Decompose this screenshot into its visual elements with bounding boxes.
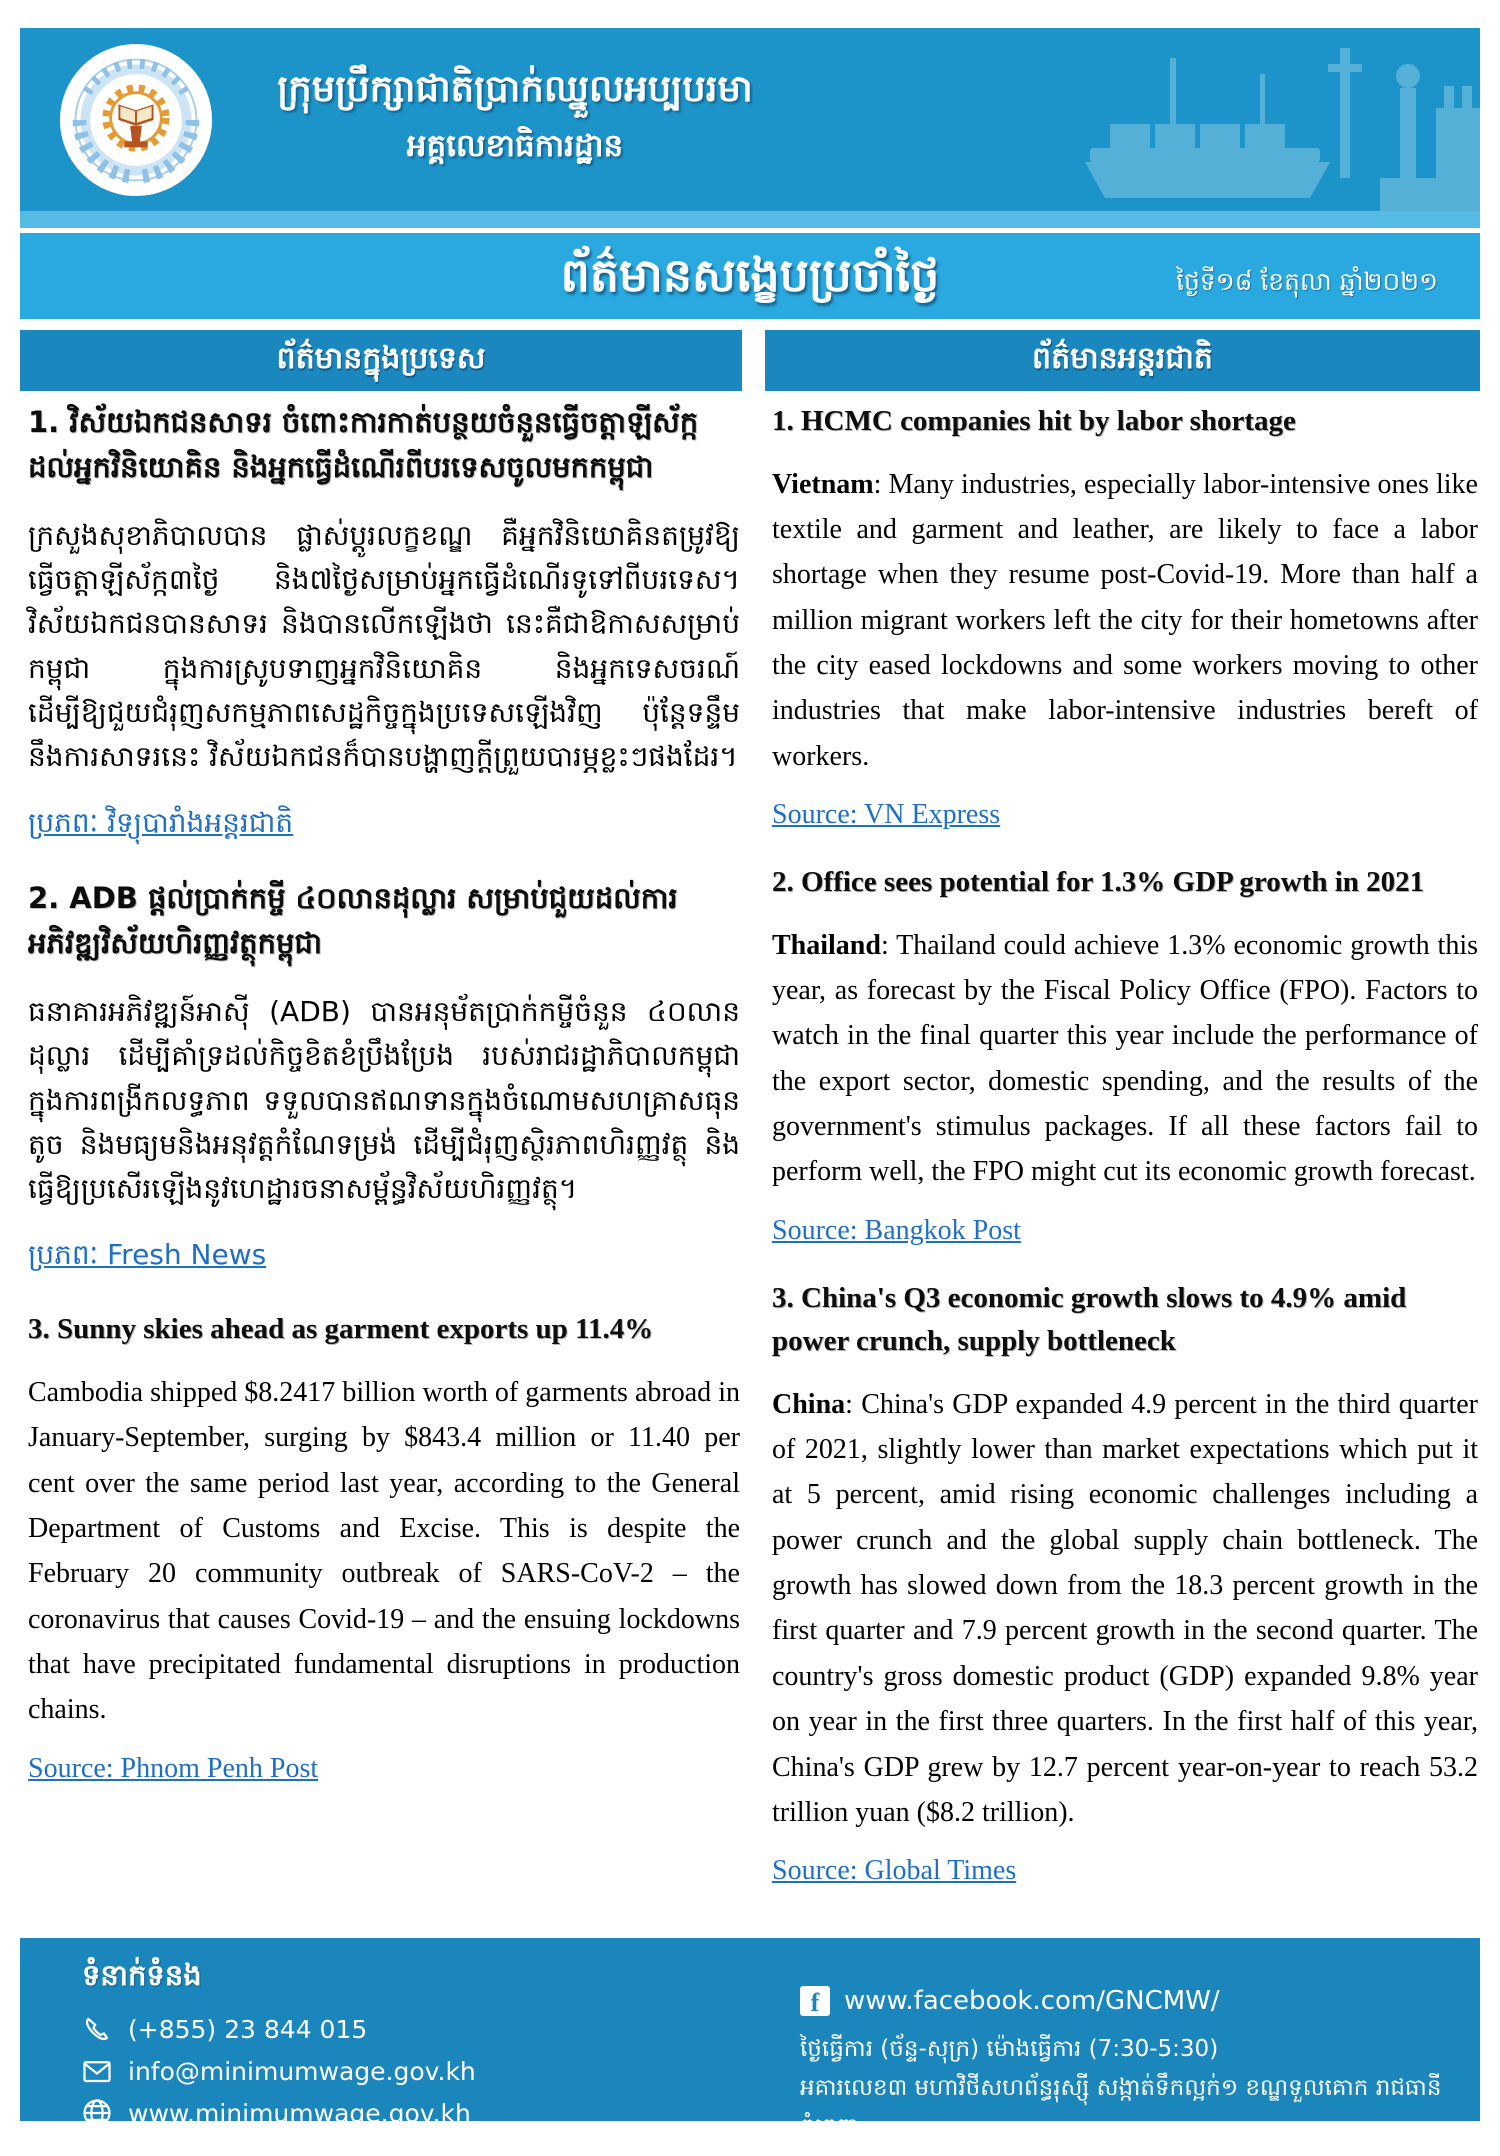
source-link[interactable]: Source: Phnom Penh Post bbox=[28, 1752, 319, 1784]
article-title: 2. ADB ផ្តល់ប្រាក់កម្ចី ៤០លានដុល្លារ សម្រាប់ជួយដល់ការអភិវឌ្ឍវិស័យហិរញ្ញវត្ថុកម្ពុជា bbox=[28, 881, 678, 961]
org-name-line1: ក្រុមប្រឹក្សាជាតិប្រាក់ឈ្នួលអប្បបរមា bbox=[277, 67, 753, 110]
domestic-column bbox=[28, 400, 740, 1815]
article-body: Cambodia shipped $8.2417 billion worth of garments abroad in January-September, surging by $843.4 million or 11.40 per cent over the same period last year, according to the General Department of Customs and Excise. This is despite the February 20 community outbreak of SARS-CoV-2 – the coronavirus that causes Covid-19 – and the ensuing lockdowns that have precipitated fundamental disruptions in production chains. bbox=[28, 1376, 740, 1726]
source-link[interactable]: Source: VN Express bbox=[772, 799, 1001, 831]
section-header-international: ព័ត៌មានអន្តរជាតិ bbox=[765, 330, 1480, 391]
source-link[interactable]: Source: Bangkok Post bbox=[772, 1214, 1021, 1246]
article-body: Vietnam: Many industries, especially labor-intensive ones like textile and garment and leather, are likely to face a labor shortage when they resume post-Covid-19. More than half a million migrant workers left the city for their hometowns after the city eased lockdowns and some workers moving to other industries that make labor-intensive industries bereft of workers. bbox=[772, 468, 1478, 772]
source-link[interactable]: ប្រភពៈ Fresh News bbox=[28, 1238, 267, 1272]
international-column bbox=[772, 400, 1478, 1917]
facebook-url[interactable]: www.facebook.com/GNCMW/ bbox=[844, 1986, 1220, 2016]
website-row bbox=[82, 2098, 722, 2128]
header bbox=[20, 28, 1480, 211]
article-title: 3. China's Q3 economic growth slows to 4.9% amid power crunch, supply bottleneck bbox=[772, 1281, 1407, 1358]
office-address: អគារលេខ៣ មហាវិថីសហព័ន្ធរុស្ស៊ី សង្កាត់ទឹកល្អក់១ ខណ្ឌទួលគោក រាជធានីភ្នំពេញ bbox=[800, 2075, 1442, 2141]
source-link[interactable]: ប្រភពៈ វិទ្យុបារាំងអន្តរជាតិ bbox=[28, 806, 294, 840]
footer-contact bbox=[82, 1958, 722, 2140]
issue-date: ថ្ងៃទី១៨ ខែតុលា ឆ្នាំ២០២១ bbox=[1176, 267, 1438, 296]
article-body: Thailand: Thailand could achieve 1.3% economic growth this year, as forecast by the Fiscal Policy Office (FPO). Factors to watch in the final quarter this year include the performance of the export sector, domestic spending, and the results of the government's stimulus packages. If all these factors fail to perform well, the FPO might cut its economic growth forecast. bbox=[772, 929, 1478, 1188]
phone-icon bbox=[82, 2014, 112, 2044]
article-body: ក្រសួងសុខាភិបាលបាន ផ្លាស់ប្តូរលក្ខខណ្ឌ គឺអ្នកវិនិយោគិនតម្រូវឱ្យធ្វើចត្តាឡីស័ក្ក៣ថ្ងៃ និង៧ថ្ងៃសម្រាប់អ្នកធ្វើដំណើរទូទៅពីបរទេស។ វិស័យឯកជនបានសាទរ និងបានលើកឡើងថា នេះគឺជាឱកាសសម្រាប់កម្ពុជា ក្នុងការស្រូបទាញអ្នកវិនិយោគិន និងអ្នកទេសចរណ៍ ដើម្បីឱ្យជួយជំរុញសកម្មភាពសេដ្ឋកិច្ចក្នុងប្រទេសឡើងវិញ ប៉ុន្តែទន្ទឹមនឹងការសាទរនេះ វិស័យឯកជនក៏បានបង្ហាញក្តីព្រួយបារម្ភខ្លះៗផងដែរ។ bbox=[28, 518, 740, 774]
header-accent-strip bbox=[20, 211, 1480, 228]
article-title: 2. Office sees potential for 1.3% GDP growth in 2021 bbox=[772, 866, 1425, 899]
section-header-domestic: ព័ត៌មានក្នុងប្រទេស bbox=[20, 330, 742, 391]
org-name-line2: អគ្គលេខាធិការដ្ឋាន bbox=[406, 128, 624, 164]
footer bbox=[20, 1938, 1480, 2141]
article-title: 3. Sunny skies ahead as garment exports up 11.4% bbox=[28, 1313, 654, 1346]
source-link[interactable]: Source: Global Times bbox=[772, 1855, 1017, 1887]
country-lead: China bbox=[772, 1388, 846, 1420]
article-body: ធនាគារអភិវឌ្ឍន៍អាស៊ី (ADB) បានអនុម័តប្រាក់កម្ចីចំនួន ៤០លានដុល្លារ ដើម្បីគាំទ្រដល់កិច្ចខិតខំប្រឹងប្រែង របស់រាជរដ្ឋាភិបាលកម្ពុជា ក្នុងការពង្រីកលទ្ធភាព ទទួលបានឥណទានក្នុងចំណោមសហគ្រាសធុនតូច និងមធ្យមនិងអនុវត្តកំណែទម្រង់ ដើម្បីជំរុញស្ថិរភាពហិរញ្ញវត្ថុ និងធ្វើឱ្យប្រសើរឡើងនូវហេដ្ឋារចនាសម្ព័ន្ធវិស័យហិរញ្ញវត្ថុ។ bbox=[28, 995, 740, 1206]
phone-number: (+855) 23 844 015 bbox=[128, 2014, 368, 2044]
header-watermark-art bbox=[840, 28, 1480, 211]
organization-name bbox=[235, 58, 795, 172]
email-icon bbox=[82, 2056, 112, 2086]
contact-heading: ទំនាក់ទំនង bbox=[82, 1958, 202, 1992]
email-address[interactable]: info@minimumwage.gov.kh bbox=[128, 2056, 476, 2086]
facebook-icon: f bbox=[800, 1986, 830, 2016]
working-hours: ថ្ងៃធ្វើការ (ច័ន្ទ-សុក្រ) ម៉ោងធ្វើការ (7:30-5:30) bbox=[800, 2036, 1219, 2062]
title-banner bbox=[20, 233, 1480, 319]
organization-logo bbox=[58, 42, 214, 198]
facebook-row bbox=[800, 1986, 1460, 2016]
article-body: China: China's GDP expanded 4.9 percent in the third quarter of 2021, slightly lower than market expectations which put it at 5 percent, amid rising economic challenges including a power crunch and the global supply chain bottleneck. The growth has slowed down from the 18.3 percent growth in the first quarter and 7.9 percent growth in the second quarter. The country's gross domestic product (GDP) expanded 9.8% year on year in the first three quarters. In the first half of this year, China's GDP grew by 12.7 percent year-on-year to reach 53.2 trillion yuan ($8.2 trillion). bbox=[772, 1388, 1478, 1828]
article-title: 1. វិស័យឯកជនសាទរ ចំពោះការកាត់បន្ថយចំនួនធ្វើចត្តាឡីស័ក្កដល់អ្នកវិនិយោគិន និងអ្នកធ្វើដំណើរពីបរទេសចូលមកកម្ពុជា bbox=[28, 405, 699, 484]
email-row bbox=[82, 2056, 722, 2086]
country-lead: Thailand bbox=[772, 929, 881, 961]
newsletter-title: ព័ត៌មានសង្ខេបប្រចាំថ្ងៃ bbox=[560, 248, 940, 302]
footer-social bbox=[800, 1986, 1460, 2147]
article-title: 1. HCMC companies hit by labor shortage bbox=[772, 405, 1296, 437]
globe-icon bbox=[82, 2098, 112, 2128]
website-url[interactable]: www.minimumwage.gov.kh bbox=[128, 2098, 471, 2128]
country-lead: Vietnam bbox=[772, 468, 874, 500]
phone-row bbox=[82, 2014, 722, 2044]
